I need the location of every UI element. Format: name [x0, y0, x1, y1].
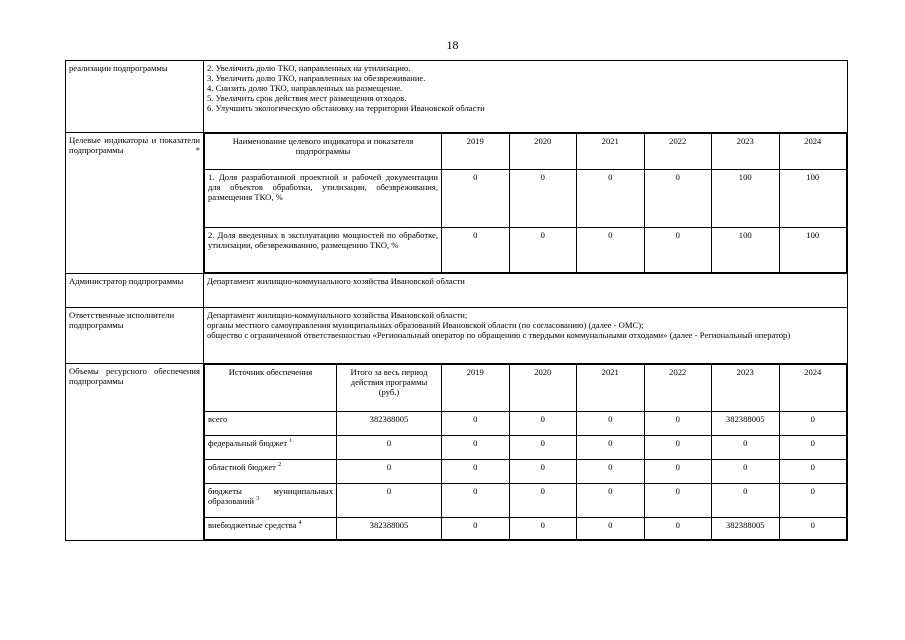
funding-total: 382388005 — [337, 518, 442, 540]
indicators-table — [204, 133, 847, 273]
indicator-value: 0 — [644, 228, 712, 273]
funding-table — [204, 364, 847, 540]
year-header: 2023 — [712, 365, 780, 412]
administrator-label: Администратор подпрограммы — [66, 274, 204, 308]
funding-value: 0 — [577, 412, 645, 436]
indicator-value: 100 — [712, 170, 780, 228]
indicator-value: 0 — [509, 228, 577, 273]
year-header: 2019 — [442, 134, 510, 170]
indicator-value: 0 — [442, 228, 510, 273]
realization-item: 4. Снизить долю ТКО, направленных на размещение. — [207, 83, 403, 93]
indicator-value: 0 — [644, 170, 712, 228]
funding-label: Объемы ресурсного обеспечения подпрограммы — [66, 364, 204, 541]
executors-row — [66, 308, 848, 364]
indicator-value: 100 — [779, 170, 847, 228]
realization-item: 5. Увеличить срок действия мест размещения отходов. — [207, 93, 407, 103]
funding-value: 0 — [644, 436, 712, 460]
executors-content — [204, 308, 848, 364]
funding-source-row — [205, 518, 847, 540]
year-header: 2022 — [644, 134, 712, 170]
administrator-text: Департамент жилищно-коммунального хозяйства Ивановской области — [204, 274, 848, 308]
year-header: 2019 — [442, 365, 510, 412]
indicator-value: 0 — [577, 228, 645, 273]
funding-value: 0 — [779, 412, 847, 436]
funding-source-name: всего — [205, 412, 337, 436]
indicator-value: 100 — [779, 228, 847, 273]
indicator-name-header: Наименование целевого индикатора и показателя подпрограммы — [205, 134, 442, 170]
executors-label: Ответственные исполнители подпрограммы — [66, 308, 204, 364]
executor-item: органы местного самоуправления муниципальных образований Ивановской области (по согласованию) (далее - ОМС); — [207, 320, 644, 330]
funding-value: 0 — [779, 484, 847, 518]
year-header: 2024 — [779, 365, 847, 412]
funding-content — [204, 364, 848, 541]
indicator-value: 0 — [509, 170, 577, 228]
funding-value: 0 — [442, 484, 510, 518]
funding-source-row — [205, 412, 847, 436]
indicator-value: 0 — [577, 170, 645, 228]
indicator-row — [205, 228, 847, 273]
indicator-value: 100 — [712, 228, 780, 273]
funding-source-name: областной бюджет $^2$ — [205, 460, 337, 484]
funding-value: 0 — [644, 518, 712, 540]
funding-value: 0 — [577, 484, 645, 518]
indicators-header-row — [205, 134, 847, 170]
funding-value: 0 — [644, 460, 712, 484]
indicators-content — [204, 133, 848, 274]
funding-value: 0 — [577, 436, 645, 460]
year-header: 2023 — [712, 134, 780, 170]
funding-value: 0 — [644, 484, 712, 518]
total-header: Итого за весь период действия программы (руб.) — [337, 365, 442, 412]
funding-source-name: внебюджетные средства $^4$ — [205, 518, 337, 540]
funding-source-row — [205, 436, 847, 460]
indicator-name: 1. Доля разработанной проектной и рабочей документации для объектов обработки, утилизации, обезвреживания, размещения ТКО, % — [205, 170, 442, 228]
funding-value: 0 — [644, 412, 712, 436]
source-header: Источник обеспечения — [205, 365, 337, 412]
funding-value: 0 — [442, 460, 510, 484]
executor-item: общество с ограниченной ответственностью «Региональный оператор по обращению с твердыми коммунальными отходами» (далее - Региональный оператор) — [207, 330, 791, 340]
funding-value: 0 — [577, 518, 645, 540]
year-header: 2021 — [577, 365, 645, 412]
funding-value: 0 — [442, 518, 510, 540]
realization-row — [66, 61, 848, 133]
executor-item: Департамент жилищно-коммунального хозяйства Ивановской области; — [207, 310, 468, 320]
funding-value: 0 — [712, 436, 780, 460]
funding-value: 0 — [779, 436, 847, 460]
page-number: 18 — [446, 38, 459, 52]
funding-source-name: бюджеты муниципальных образований $^3$ — [205, 484, 337, 518]
year-header: 2021 — [577, 134, 645, 170]
funding-header-row — [205, 365, 847, 412]
funding-row — [66, 364, 848, 541]
indicators-label: Целевые индикаторы и показатели подпрограммы * — [66, 133, 204, 274]
indicator-value: 0 — [442, 170, 510, 228]
funding-total: 382388005 — [337, 412, 442, 436]
funding-value: 382388005 — [712, 412, 780, 436]
funding-value: 0 — [712, 460, 780, 484]
indicators-row — [66, 133, 848, 274]
indicator-row — [205, 170, 847, 228]
year-header: 2024 — [779, 134, 847, 170]
realization-item: 6. Улучшить экологическую обстановку на территории Ивановской области — [207, 103, 485, 113]
funding-value: 382388005 — [712, 518, 780, 540]
realization-item: 3. Увеличить долю ТКО, направленных на обезвреживание. — [207, 73, 426, 83]
funding-value: 0 — [779, 518, 847, 540]
realization-content — [204, 61, 848, 133]
funding-total: 0 — [337, 460, 442, 484]
funding-value: 0 — [509, 412, 577, 436]
subprogram-passport-table — [65, 60, 848, 541]
funding-source-row — [205, 460, 847, 484]
funding-total: 0 — [337, 436, 442, 460]
administrator-row — [66, 274, 848, 308]
funding-source-row — [205, 484, 847, 518]
funding-total: 0 — [337, 484, 442, 518]
funding-value: 0 — [779, 460, 847, 484]
realization-item: 2. Увеличить долю ТКО, направленных на утилизацию. — [207, 63, 411, 73]
year-header: 2022 — [644, 365, 712, 412]
funding-value: 0 — [509, 460, 577, 484]
funding-value: 0 — [509, 436, 577, 460]
funding-value: 0 — [509, 484, 577, 518]
funding-value: 0 — [442, 436, 510, 460]
indicator-name: 2. Доля введенных в эксплуатацию мощностей по обработке, утилизации, обезвреживанию, размещению ТКО, % — [205, 228, 442, 273]
realization-label: реализации подпрограммы — [66, 61, 204, 133]
year-header: 2020 — [509, 365, 577, 412]
funding-value: 0 — [509, 518, 577, 540]
funding-value: 0 — [442, 412, 510, 436]
funding-value: 0 — [712, 484, 780, 518]
funding-value: 0 — [577, 460, 645, 484]
year-header: 2020 — [509, 134, 577, 170]
funding-source-name: федеральный бюджет $^1$ — [205, 436, 337, 460]
